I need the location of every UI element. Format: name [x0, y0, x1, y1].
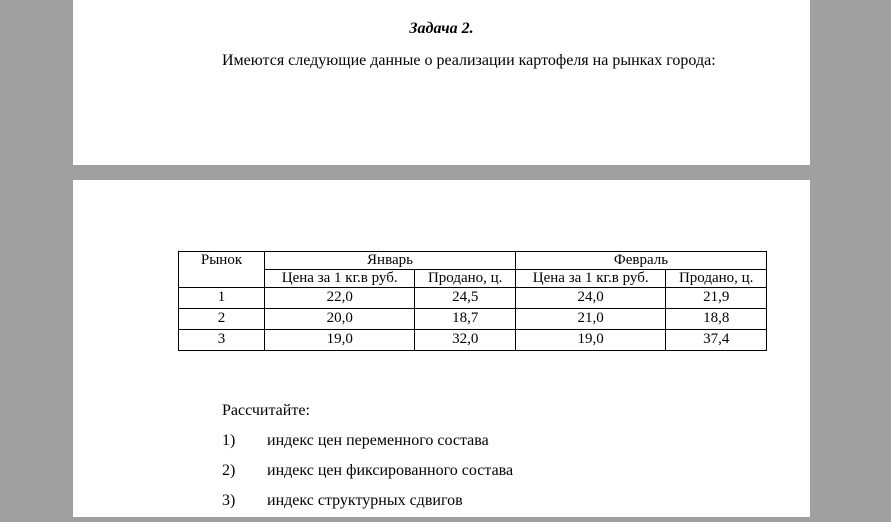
calc-task-list [222, 432, 513, 522]
list-item-text: индекс структурных сдвигов [267, 492, 463, 509]
cell-feb-sold: 18,8 [666, 309, 767, 330]
task-title: Задача 2. [409, 20, 474, 37]
header-month-january: Январь [265, 252, 516, 270]
table-row [179, 288, 767, 309]
document-page-top [73, 0, 810, 165]
calc-label: Рассчитайте: [222, 402, 310, 419]
task-intro-text: Имеются следующие данные о реализации картофеля на рынках города: [222, 52, 716, 69]
cell-jan-sold: 18,7 [415, 309, 516, 330]
list-item-text: индекс цен фиксированного состава [267, 462, 514, 479]
list-item [222, 492, 513, 522]
cell-market: 3 [179, 330, 265, 351]
table-header-row [179, 252, 767, 270]
list-item [222, 462, 513, 492]
cell-jan-sold: 24,5 [415, 288, 516, 309]
cell-jan-price: 20,0 [265, 309, 415, 330]
cell-feb-price: 21,0 [515, 309, 665, 330]
cell-market: 1 [179, 288, 265, 309]
cell-jan-price: 22,0 [265, 288, 415, 309]
header-market: Рынок [179, 252, 265, 288]
potato-sales-table [178, 251, 767, 351]
table-subheader-row [179, 270, 767, 288]
cell-feb-price: 19,0 [515, 330, 665, 351]
subheader-jan-sold: Продано, ц. [415, 270, 516, 288]
cell-feb-sold: 21,9 [666, 288, 767, 309]
cell-feb-price: 24,0 [515, 288, 665, 309]
subheader-feb-sold: Продано, ц. [666, 270, 767, 288]
header-month-february: Февраль [515, 252, 766, 270]
subheader-feb-price: Цена за 1 кг.в руб. [515, 270, 665, 288]
list-item-number: 1) [222, 432, 236, 449]
table-row [179, 309, 767, 330]
list-item-number: 3) [222, 492, 236, 509]
cell-jan-price: 19,0 [265, 330, 415, 351]
list-item-text: индекс цен переменного состава [267, 432, 489, 449]
cell-feb-sold: 37,4 [666, 330, 767, 351]
list-item-number: 2) [222, 462, 236, 479]
document-page-bottom [73, 180, 810, 517]
table-row [179, 330, 767, 351]
subheader-jan-price: Цена за 1 кг.в руб. [265, 270, 415, 288]
cell-market: 2 [179, 309, 265, 330]
cell-jan-sold: 32,0 [415, 330, 516, 351]
list-item [222, 432, 513, 462]
